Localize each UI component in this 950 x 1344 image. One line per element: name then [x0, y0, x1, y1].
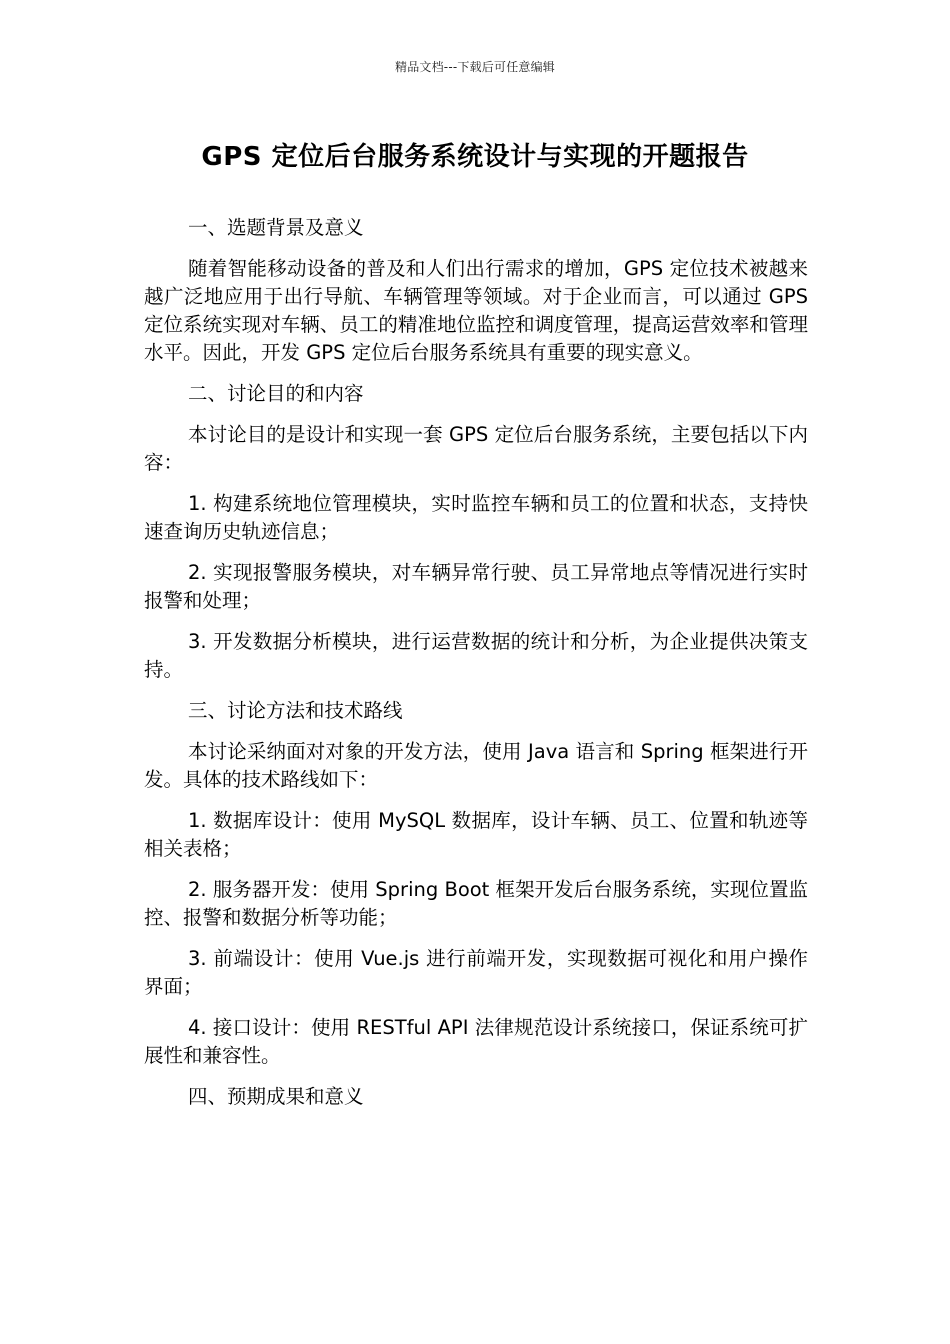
list-item-method-3: 3. 前端设计：使用 Vue.js 进行前端开发，实现数据可视化和用户操作界面；: [144, 947, 808, 998]
list-item-goal-1: 1. 构建系统地位管理模块，实时监控车辆和员工的位置和状态，支持快速查询历史轨迹信息；: [144, 492, 808, 543]
header-note: 精品文档---下载后可任意编辑: [395, 60, 555, 74]
document-body: [144, 214, 808, 1124]
paragraph-method-intro: 本讨论采纳面对对象的开发方法，使用 Java 语言和 Spring 框架进行开发。具体的技术路线如下：: [144, 740, 808, 791]
paragraph-goal-intro: 本讨论目的是设计和实现一套 GPS 定位后台服务系统，主要包括以下内容：: [144, 423, 808, 474]
section-heading-3: 三、讨论方法和技术路线: [188, 699, 403, 722]
list-item-method-1: 1. 数据库设计：使用 MySQL 数据库，设计车辆、员工、位置和轨迹等相关表格；: [144, 809, 808, 860]
list-item-goal-2: 2. 实现报警服务模块，对车辆异常行驶、员工异常地点等情况进行实时报警和处理；: [144, 561, 808, 612]
list-item-method-2: 2. 服务器开发：使用 Spring Boot 框架开发后台服务系统，实现位置监控、报警和数据分析等功能；: [144, 878, 808, 929]
paragraph-background: 随着智能移动设备的普及和人们出行需求的增加，GPS 定位技术被越来越广泛地应用于出行导航、车辆管理等领域。对于企业而言，可以通过 GPS 定位系统实现对车辆、员工的精准地位监控和调度管理，提高运营效率和管理水平。因此，开发 GPS 定位后台服务系统具有重要的现实意义。: [144, 257, 808, 364]
section-heading-2: 二、讨论目的和内容: [188, 382, 364, 405]
list-item-method-4: 4. 接口设计：使用 RESTful API 法律规范设计系统接口，保证系统可扩展性和兼容性。: [144, 1016, 808, 1067]
document-title: GPS 定位后台服务系统设计与实现的开题报告: [201, 142, 749, 172]
section-heading-1: 一、选题背景及意义: [188, 216, 364, 239]
list-item-goal-3: 3. 开发数据分析模块，进行运营数据的统计和分析，为企业提供决策支持。: [144, 630, 808, 681]
section-heading-4: 四、预期成果和意义: [188, 1085, 364, 1108]
